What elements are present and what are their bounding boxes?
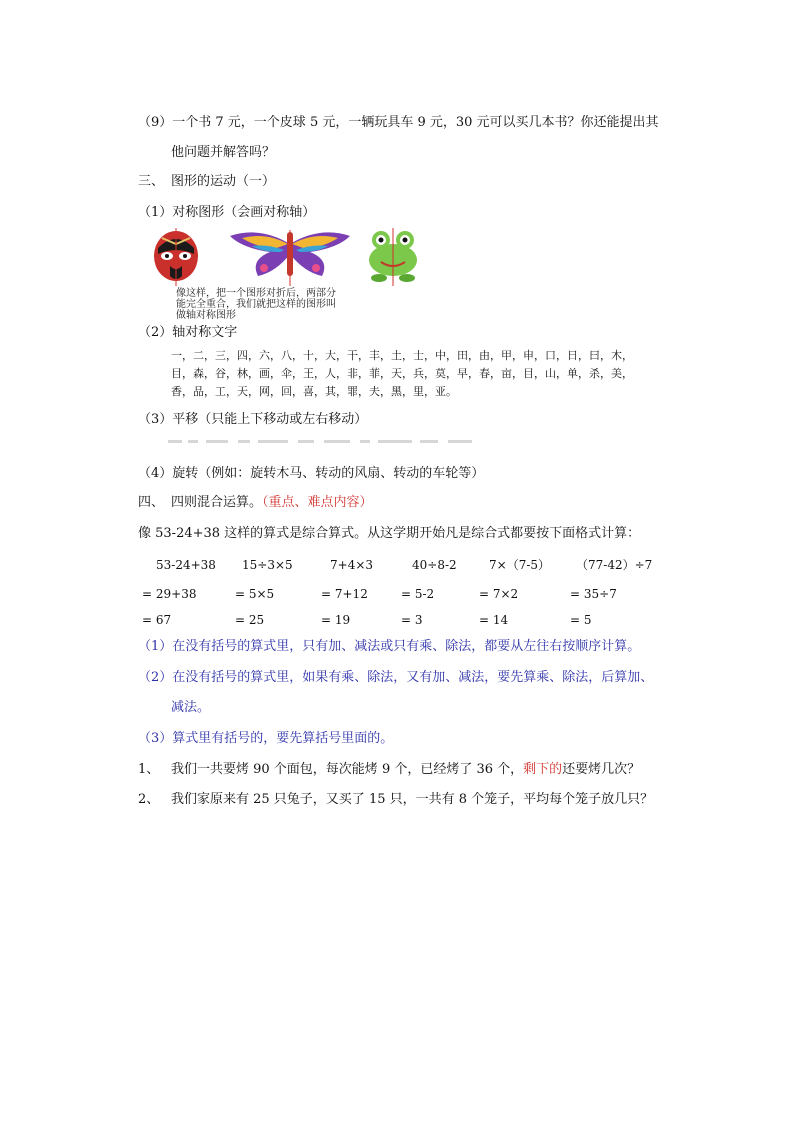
rule-1: （1）在没有括号的算式里，只有加、减法或只有乘、除法，都要从左往右按顺序计算。	[138, 639, 641, 654]
problem-2-text: 我们家原来有 25 只兔子，又买了 15 只，一共有 8 个笼子，平均每个笼子放几只？	[171, 792, 654, 807]
rule-2-line1: （2）在没有括号的算式里，如果有乘、除法，又有加、减法，要先算乘、除法，后算加、	[138, 670, 654, 685]
rule-3: （3）算式里有括号的，要先算括号里面的。	[138, 731, 394, 746]
calc-3-expr: 7+4×3	[330, 558, 374, 572]
butterfly-kite-figure	[230, 230, 350, 286]
calc-6-step: = 35÷7	[570, 587, 617, 601]
calc-6-expr: （77-42）÷7	[576, 558, 653, 572]
calc-4-expr: 40÷8-2	[412, 558, 457, 572]
section4-num: 四、	[138, 495, 165, 510]
calc-3-result: = 19	[321, 613, 351, 627]
section4-title: 四则混合运算。	[171, 495, 263, 510]
symmetry-caption-2: 能完全重合，我们就把这样的图形叫	[176, 299, 336, 310]
calc-4-result: = 3	[401, 613, 423, 627]
symmetry-figures-svg	[150, 226, 422, 286]
symmetric-chars-title: （2）轴对称文字	[138, 325, 238, 340]
frog-figure	[369, 228, 417, 286]
calc-1-step: = 29+38	[142, 587, 197, 601]
calc-3-step: = 7+12	[321, 587, 368, 601]
calc-2-result: = 25	[235, 613, 265, 627]
rule-2-line2: 减法。	[171, 700, 211, 715]
rotation-title: （4）旋转（例如：旋转木马、转动的风扇、转动的车轮等）	[138, 466, 485, 481]
section4-heading	[171, 495, 373, 511]
calc-2-expr: 15÷3×5	[242, 558, 293, 572]
section3-title: 图形的运动（一）	[171, 174, 276, 189]
calc-2-step: = 5×5	[235, 587, 275, 601]
problem-1-pre: 我们一共要烤 90 个面包，每次能烤 9 个，已经烤了 36 个，	[171, 762, 524, 777]
symmetry-title: （1）对称图形（会画对称轴）	[138, 205, 316, 220]
symmetry-caption-1: 像这样，把一个图形对折后，两部分	[176, 288, 336, 299]
section4-note: （重点、难点内容）	[262, 495, 373, 510]
calc-1-result: = 67	[142, 613, 172, 627]
cropped-text-strip	[168, 439, 480, 445]
calc-1-expr: 53-24+38	[156, 558, 216, 572]
symmetric-chars-row1: 一，二，三，四，六，八，十，大，干，丰，土，士，中，田，由，甲，申，口，日，曰，木，	[171, 349, 633, 362]
translation-title: （3）平移（只能上下移动或左右移动）	[138, 412, 368, 427]
q9-line2: 他问题并解答吗？	[171, 145, 276, 160]
problem-1-text	[171, 762, 640, 778]
problem-1-highlight: 剩下的	[523, 762, 563, 777]
symmetric-chars-row3: 香，品，工，天，网，回，喜，其，罪，夫，黑，里，亚。	[171, 385, 457, 398]
section3-num: 三、	[138, 174, 165, 189]
calc-5-step: = 7×2	[479, 587, 519, 601]
symmetry-caption-3: 做轴对称图形	[176, 310, 236, 321]
calc-6-result: = 5	[570, 613, 592, 627]
intro-text: 像 53-24+38 这样的算式是综合算式。从这学期开始凡是综合式都要按下面格式计算：	[138, 526, 641, 541]
problem-1-post: 还要烤几次？	[562, 762, 641, 777]
q9-line1: （9）一个书 7 元，一个皮球 5 元，一辆玩具车 9 元，30 元可以买几本书？你还能提出其	[138, 115, 659, 130]
calc-5-result: = 14	[479, 613, 509, 627]
calc-5-expr: 7×（7-5）	[489, 558, 551, 572]
problem-1-num: 1、	[138, 762, 160, 777]
symmetric-chars-row2: 目，森，谷，林，画，伞，王，人，非，菲，天，兵，莫，早，春，亩，目，山，单，杀，美，	[171, 367, 633, 380]
calc-4-step: = 5-2	[401, 587, 435, 601]
problem-2-num: 2、	[138, 792, 160, 807]
